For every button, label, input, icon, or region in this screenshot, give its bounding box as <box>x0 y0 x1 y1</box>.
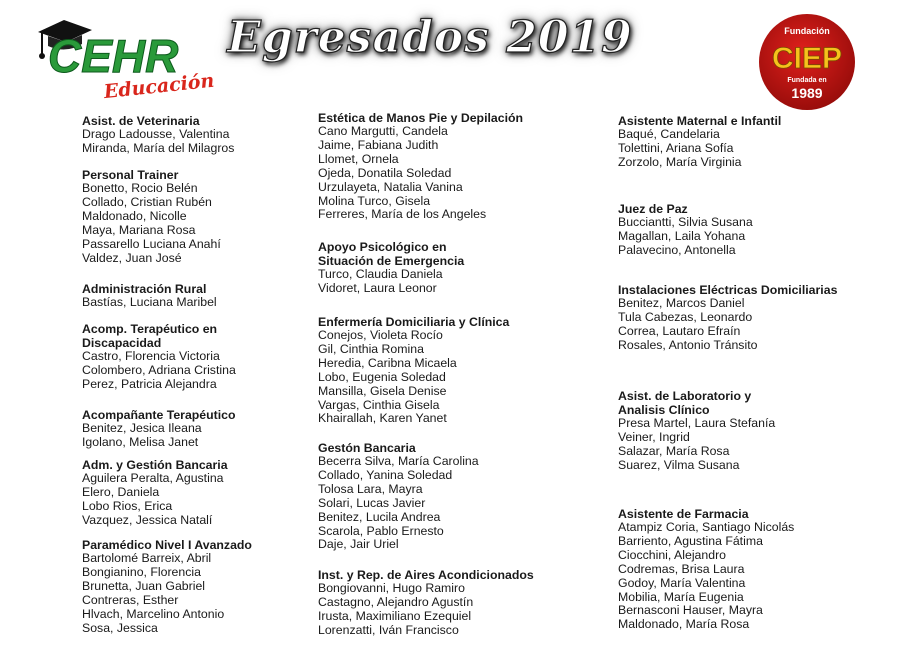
graduate-name: Ojeda, Donatila Soledad <box>318 165 452 180</box>
graduate-name: Barriento, Agustina Fátima <box>618 533 763 548</box>
graduate-name: Ferreres, María de los Angeles <box>318 207 487 222</box>
program-heading: Apoyo Psicológico en Situación de Emergencia <box>318 240 465 268</box>
graduate-name: Hlvach, Marcelino Antonio <box>82 606 225 621</box>
graduate-name: Benitez, Marcos Daniel <box>618 296 745 310</box>
program-heading: Adm. y Gestión Bancaria <box>82 458 228 472</box>
program-section <box>318 315 509 426</box>
program-section <box>318 111 523 222</box>
graduate-name: Bongiovanni, Hugo Ramiro <box>318 581 465 595</box>
graduate-name: Correa, Lautaro Efraín <box>618 323 741 338</box>
graduate-name: Conejos, Violeta Rocío <box>318 328 443 342</box>
graduate-name: Llomet, Ornela <box>318 151 399 166</box>
graduate-name: Elero, Daniela <box>82 484 160 499</box>
ciep-logo-small-text: Fundada en <box>787 77 827 84</box>
graduate-name: Rosales, Antonio Tránsito <box>618 337 758 352</box>
ciep-logo-top-text: Fundación <box>784 26 830 36</box>
graduate-name: Collado, Yanina Soledad <box>318 467 453 482</box>
graduate-name: Vargas, Cinthia Gisela <box>318 397 440 412</box>
program-heading: Asistente de Farmacia <box>618 507 749 521</box>
graduate-name: Gil, Cinthia Romina <box>318 341 424 356</box>
graduate-name: Benitez, Lucila Andrea <box>318 509 441 524</box>
graduate-name: Bongianino, Florencia <box>82 564 201 579</box>
graduate-name: Maldonado, Nicolle <box>82 208 187 223</box>
program-section <box>318 441 479 552</box>
cehr-logo-text: CEHR <box>48 30 179 82</box>
program-heading: Estética de Manos Pie y Depilación <box>318 111 524 125</box>
graduate-name: Jaime, Fabiana Judith <box>318 137 439 152</box>
program-heading: Asist. de Veterinaria <box>82 114 200 128</box>
program-heading: Asist. de Laboratorio y Analisis Clínico <box>618 389 752 417</box>
program-heading: Paramédico Nivel I Avanzado <box>82 538 252 552</box>
graduate-name: Tula Cabezas, Leonardo <box>618 309 753 324</box>
cehr-logo-subtext: Educación <box>102 69 214 102</box>
graduate-name: Bastías, Luciana Maribel <box>82 295 217 309</box>
program-section <box>618 202 753 258</box>
graduate-name: Magallan, Laila Yohana <box>618 228 746 243</box>
graduate-name: Perez, Patricia Alejandra <box>82 376 217 391</box>
graduate-name: Miranda, María del Milagros <box>82 140 235 155</box>
graduate-name: Scarola, Pablo Ernesto <box>318 523 444 538</box>
graduate-name: Benitez, Jesica Ileana <box>82 421 202 435</box>
graduate-name: Turco, Claudia Daniela <box>318 267 443 281</box>
graduate-name: Salazar, María Rosa <box>618 443 730 458</box>
graduate-name: Ciocchini, Alejandro <box>618 547 726 562</box>
program-section <box>82 408 236 450</box>
graduate-name: Castro, Florencia Victoria <box>82 349 220 363</box>
program-section <box>618 283 837 353</box>
graduate-name: Contreras, Esther <box>82 592 179 607</box>
program-heading: Administración Rural <box>82 282 207 296</box>
graduate-name: Igolano, Melisa Janet <box>82 434 199 449</box>
program-section <box>82 282 217 310</box>
graduate-name: Daje, Jair Uriel <box>318 537 399 552</box>
program-heading: Personal Trainer <box>82 168 179 182</box>
ciep-logo-year: 1989 <box>791 85 823 101</box>
graduate-name: Aguilera Peralta, Agustina <box>82 471 224 485</box>
program-section <box>82 538 252 635</box>
graduate-name: Suarez, Vilma Susana <box>618 457 740 472</box>
graduate-name: Bucciantti, Silvia Susana <box>618 215 753 229</box>
program-heading: Asistente Maternal e Infantil <box>618 114 782 128</box>
graduate-name: Vidoret, Laura Leonor <box>318 280 437 295</box>
graduate-name: Valdez, Juan José <box>82 250 182 265</box>
program-heading: Acompañante Terapéutico <box>82 408 236 422</box>
graduate-name: Drago Ladousse, Valentina <box>82 127 230 141</box>
graduate-name: Maya, Mariana Rosa <box>82 222 196 237</box>
graduate-name: Passarello Luciana Anahí <box>82 236 221 251</box>
program-heading: Gestón Bancaria <box>318 441 416 455</box>
graduate-name: Tolettini, Ariana Sofía <box>618 140 734 155</box>
program-section <box>82 322 236 392</box>
graduate-name: Presa Martel, Laura Stefanía <box>618 416 776 430</box>
program-section <box>618 389 775 473</box>
program-section <box>82 458 228 528</box>
graduate-name: Tolosa Lara, Mayra <box>318 481 423 496</box>
program-heading: Acomp. Terapéutico en Discapacidad <box>82 322 218 350</box>
graduate-name: Bernasconi Hauser, Mayra <box>618 603 763 618</box>
graduate-name: Brunetta, Juan Gabriel <box>82 578 206 593</box>
program-section <box>82 168 221 265</box>
program-section <box>618 114 781 170</box>
graduate-name: Baqué, Candelaria <box>618 127 720 141</box>
graduate-name: Collado, Cristian Rubén <box>82 194 212 209</box>
graduate-name: Bonetto, Rocio Belén <box>82 181 198 195</box>
graduate-name: Bartolomé Barreix, Abril <box>82 551 212 565</box>
graduate-name: Mobilia, María Eugenia <box>618 589 744 604</box>
graduate-name: Becerra Silva, María Carolina <box>318 454 479 468</box>
graduate-name: Vazquez, Jessica Natalí <box>82 512 213 527</box>
cehr-logo <box>34 10 214 102</box>
page-title: Egresados 2019 <box>227 12 633 63</box>
graduate-name: Castagno, Alejandro Agustín <box>318 594 474 609</box>
program-heading: Instalaciones Eléctricas Domiciliarias <box>618 283 838 297</box>
graduate-name: Solari, Lucas Javier <box>318 495 426 510</box>
program-heading: Inst. y Rep. de Aires Acondicionados <box>318 568 534 582</box>
graduate-name: Sosa, Jessica <box>82 620 158 635</box>
program-heading: Juez de Paz <box>618 202 688 216</box>
graduate-name: Heredia, Caribna Micaela <box>318 355 457 370</box>
graduate-name: Palavecino, Antonella <box>618 242 736 257</box>
graduate-name: Khairallah, Karen Yanet <box>318 411 447 426</box>
ciep-logo-main-text: CIEP <box>771 42 843 75</box>
graduate-name: Irusta, Maximiliano Ezequiel <box>318 608 472 623</box>
graduate-name: Cano Margutti, Candela <box>318 124 448 138</box>
graduate-name: Lobo Rios, Erica <box>82 498 173 513</box>
graduate-name: Veiner, Ingrid <box>618 429 690 444</box>
program-section <box>318 568 534 638</box>
graduate-name: Mansilla, Gisela Denise <box>318 383 447 398</box>
program-section <box>318 240 464 296</box>
graduate-name: Godoy, María Valentina <box>618 575 746 590</box>
graduate-name: Codremas, Brisa Laura <box>618 561 745 576</box>
program-heading: Enfermería Domiciliaria y Clínica <box>318 315 510 329</box>
graduate-name: Colombero, Adriana Cristina <box>82 362 236 377</box>
graduate-name: Atampiz Coria, Santiago Nicolás <box>618 520 795 534</box>
program-section <box>82 114 234 156</box>
graduate-name: Lobo, Eugenia Soledad <box>318 369 446 384</box>
graduate-name: Lorenzatti, Iván Francisco <box>318 622 459 637</box>
program-section <box>618 507 794 632</box>
graduate-name: Zorzolo, María Virginia <box>618 154 742 169</box>
graduate-name: Maldonado, María Rosa <box>618 617 750 632</box>
ciep-logo <box>755 12 859 112</box>
graduate-name: Molina Turco, Gisela <box>318 193 431 208</box>
graduate-name: Urzulayeta, Natalia Vanina <box>318 179 463 194</box>
